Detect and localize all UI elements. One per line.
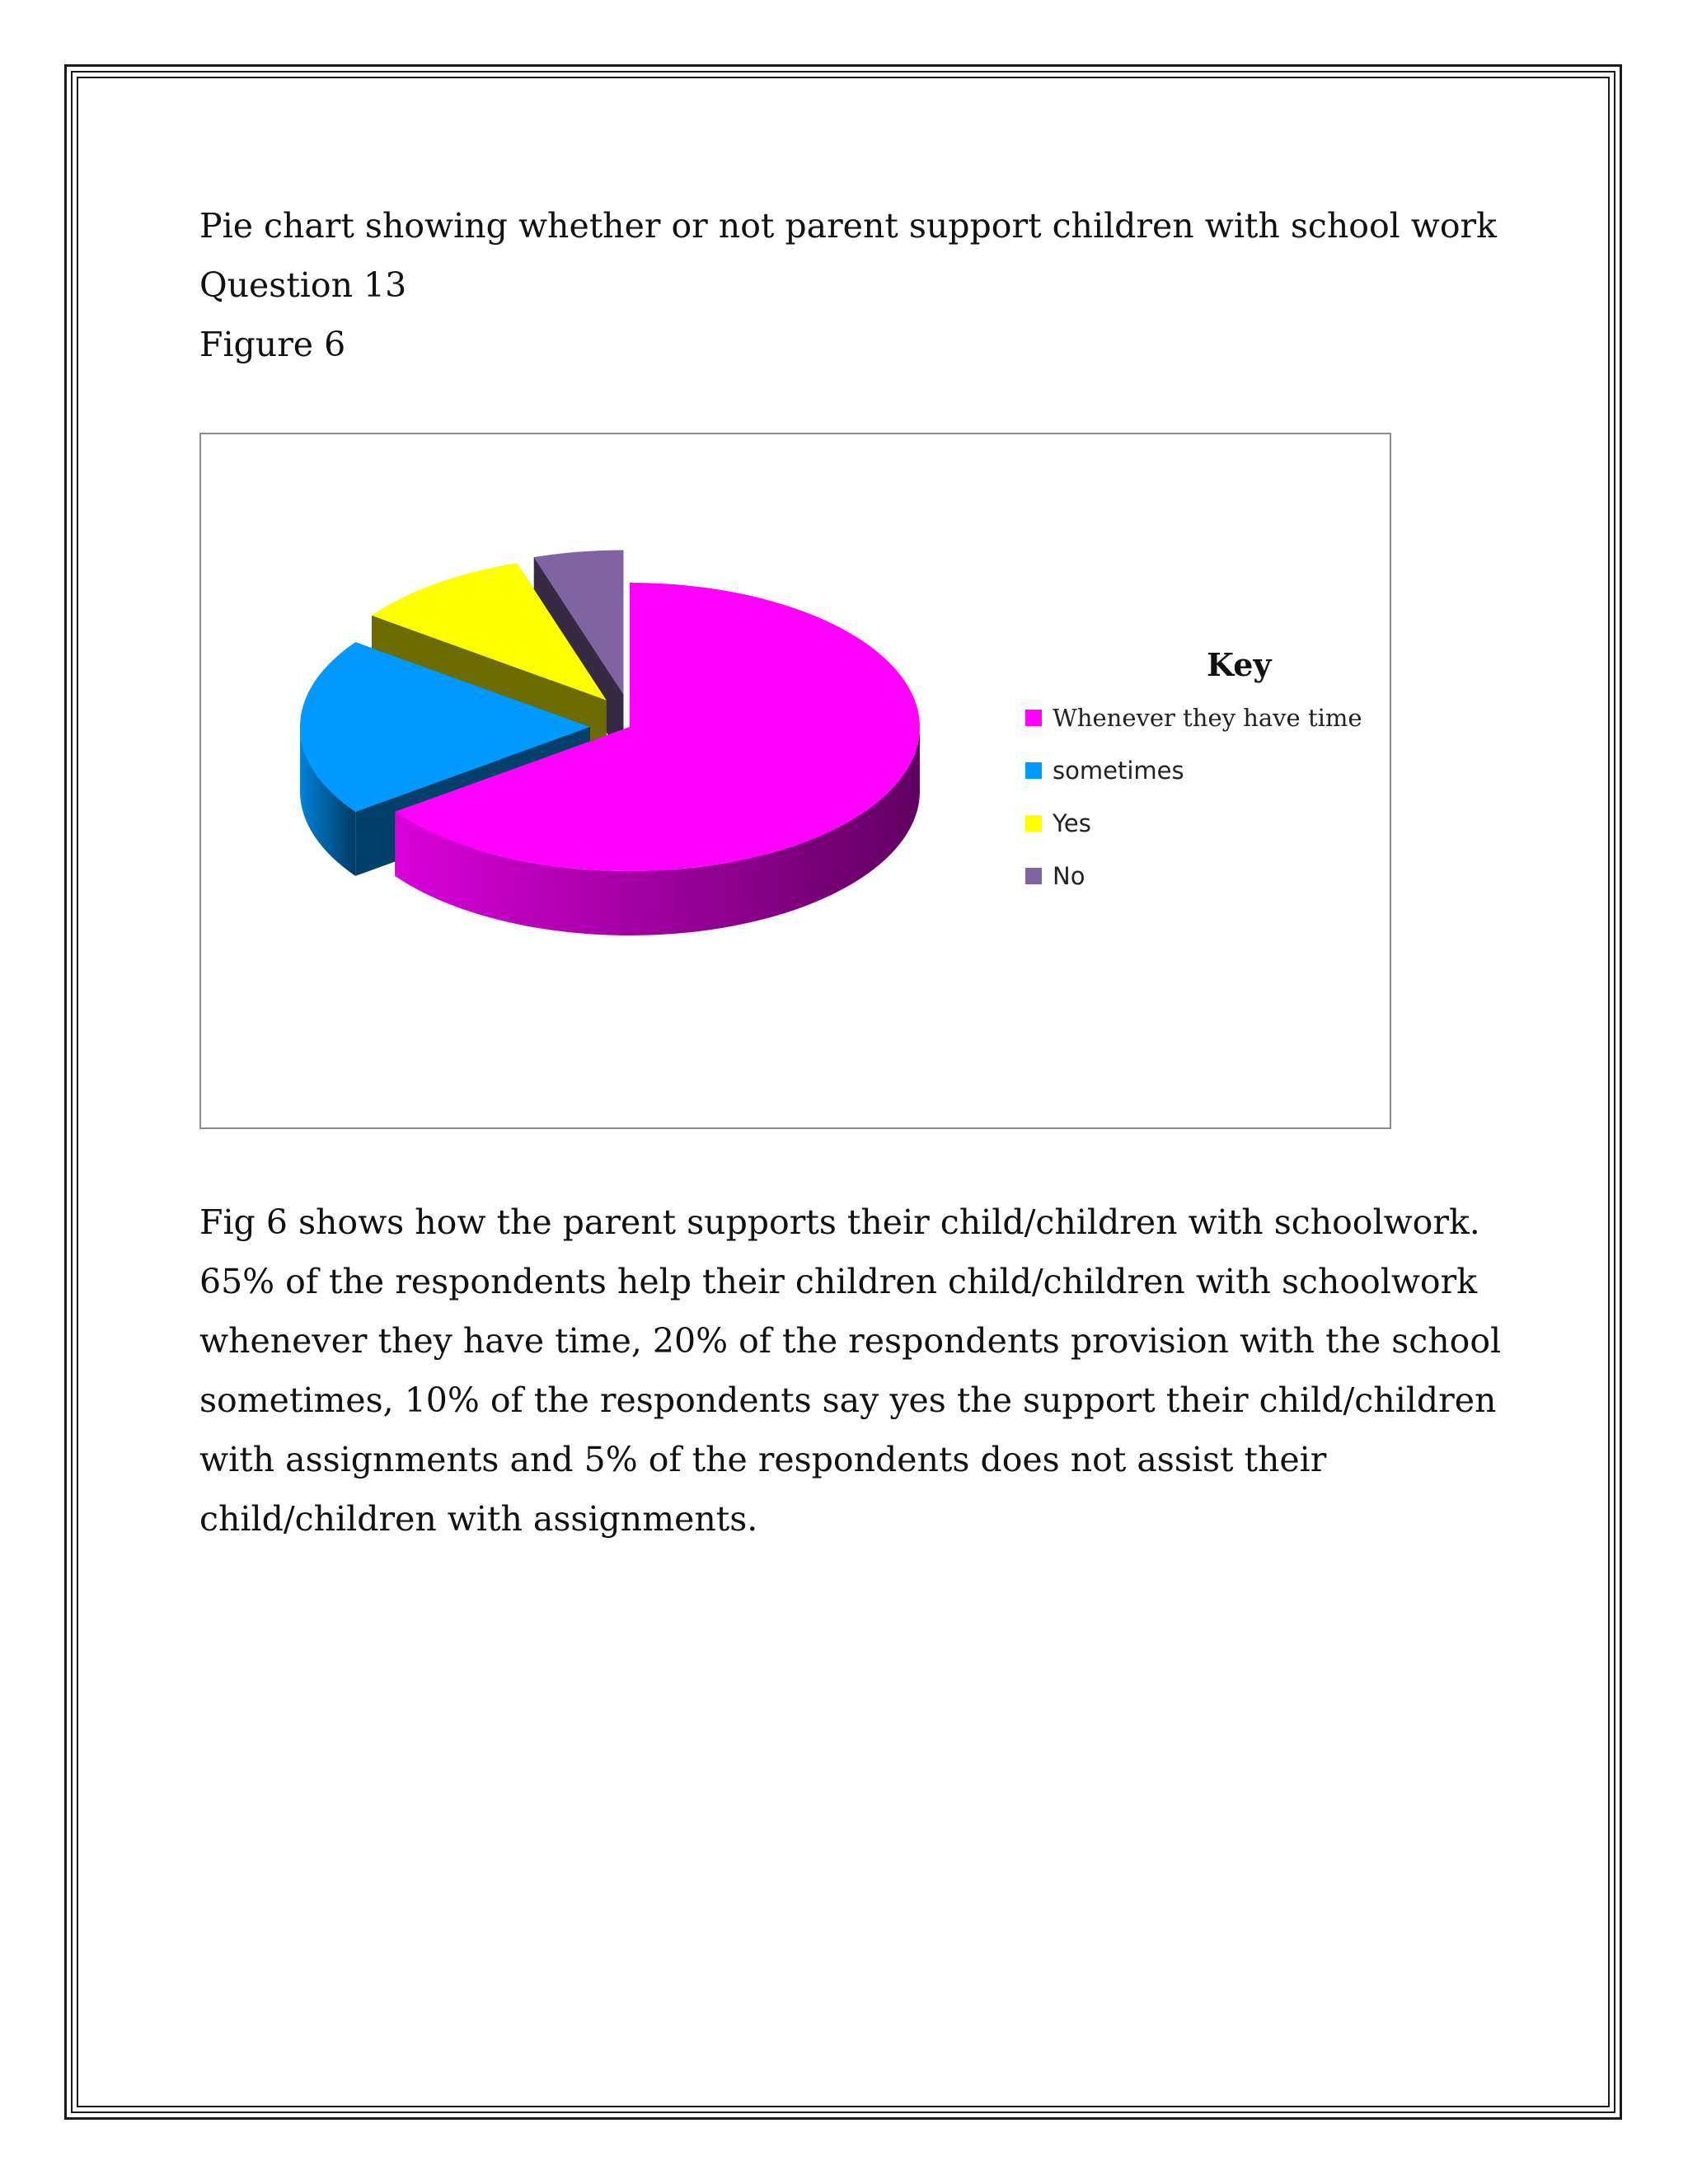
legend-item [1025, 744, 1362, 797]
legend-title: Key [1207, 646, 1272, 683]
legend-label: sometimes [1053, 757, 1184, 785]
heading-title: Pie chart showing whether or not parent support children with school work [199, 206, 1497, 246]
legend-item [1025, 850, 1362, 902]
legend-item [1025, 797, 1362, 850]
description-line: 65% of the respondents help their children child/children with schoolwork [199, 1262, 1478, 1301]
legend-item [1025, 691, 1362, 744]
legend-swatch [1025, 762, 1042, 779]
legend-label: Yes [1053, 809, 1091, 837]
legend-swatch [1025, 868, 1042, 884]
figure-description [199, 1193, 1559, 1549]
heading-question: Question 13 [199, 265, 407, 305]
description-line: child/children with assignments. [199, 1499, 758, 1539]
legend-swatch [1025, 815, 1042, 832]
description-line: Fig 6 shows how the parent supports their child/children with schoolwork. [199, 1202, 1480, 1242]
description-line: with assignments and 5% of the respondents does not assist their [199, 1440, 1327, 1479]
figure-heading [199, 196, 1518, 374]
legend-swatch [1025, 710, 1042, 726]
description-line: sometimes, 10% of the respondents say yes the support their child/children [199, 1380, 1497, 1420]
legend-label: No [1053, 862, 1085, 890]
legend-label: Whenever they have time [1053, 704, 1362, 732]
chart-legend [1025, 646, 1362, 902]
description-line: whenever they have time, 20% of the respondents provision with the school [199, 1321, 1502, 1361]
pie-chart-frame [199, 433, 1391, 1129]
heading-figure-number: Figure 6 [199, 325, 346, 364]
